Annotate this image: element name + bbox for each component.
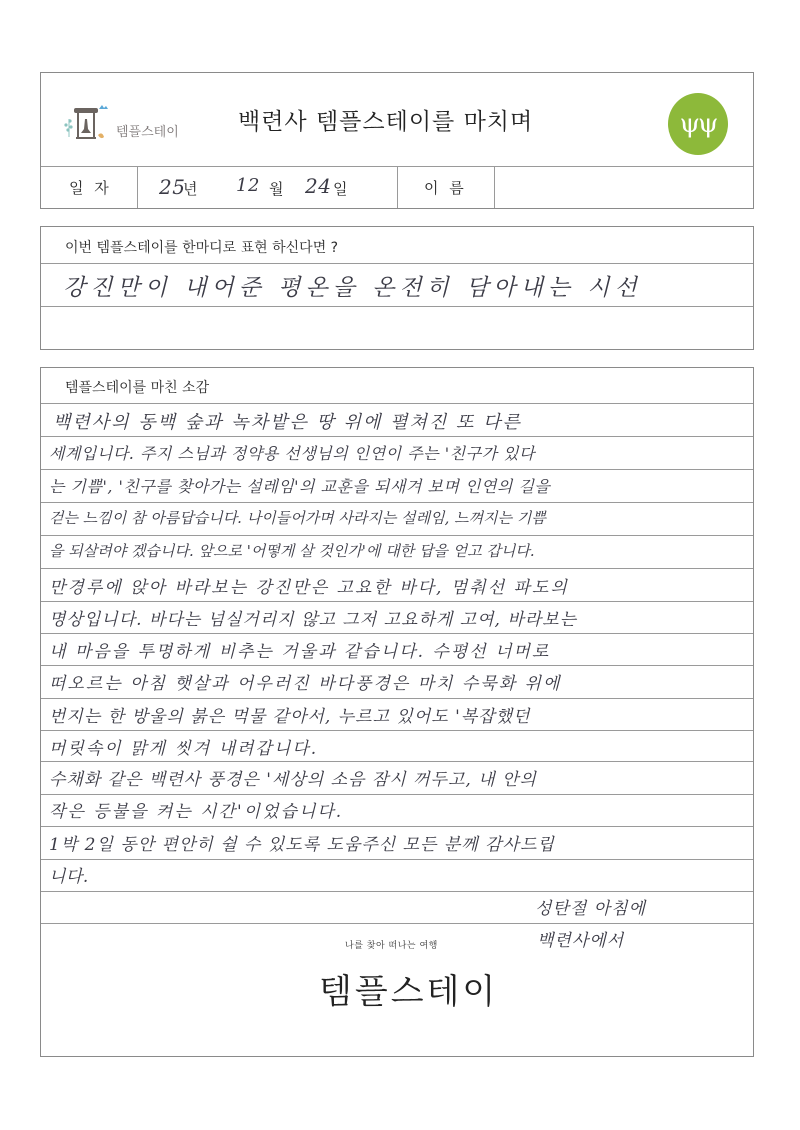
date-day-unit: 일 [333,180,348,198]
date-year: 25 [159,175,186,199]
date-month: 12 [236,175,260,196]
reflection-line: 걷는 느낌이 참 아름답습니다. 나이들어가며 사라지는 설레임, 느껴지는 기쁨 [49,509,546,527]
reflection-line: 내 마음을 투명하게 비추는 거울과 같습니다. 수평선 너머로 [49,642,551,662]
divider [494,166,495,208]
date-day: 24 [305,174,332,198]
one-word-box [40,226,754,350]
reflection-line: 명상입니다. 바다는 넘실거리지 않고 그저 고요하게 고여, 바라보는 [49,610,578,630]
reflection-line: 니다. [49,867,89,887]
templestay-logo [58,103,198,153]
one-word-extra-line[interactable] [41,307,753,349]
date-field[interactable] [139,167,395,209]
page-title: 백련사 템플스테이를 마치며 [238,109,534,135]
date-label: 일 자 [69,179,112,197]
reflection-line: 번지는 한 방울의 붉은 먹물 같아서, 누르고 있어도 '복잡했던 [49,707,531,727]
temple-icon [58,103,114,149]
badge-icon [668,93,728,155]
reflection-line: 떠오르는 아침 햇살과 어우러진 바다풍경은 마치 수묵화 위에 [49,674,562,694]
reflection-line: 세계입니다. 주지 스님과 정약용 선생님의 인연이 주는 '친구가 있다 [49,444,535,463]
reflection-line: 수채화 같은 백련사 풍경은 '세상의 소음 잠시 꺼두고, 내 안의 [49,770,537,790]
badge-glyph: ψψ [679,109,717,139]
date-year-unit: 년 [183,180,198,198]
one-word-question: 이번 템플스테이를 한마디로 표현 하신다면 ? [65,240,339,256]
signature-line-2: 백련사에서 [537,931,625,951]
signature-line-1: 성탄절 아침에 [535,899,646,919]
date-month-unit: 월 [269,180,284,198]
reflection-line: 백련사의 동백 숲과 녹차밭은 땅 위에 펼쳐진 또 다른 [53,412,522,433]
reflection-line: 작은 등불을 켜는 시간'이었습니다. [49,802,344,822]
footer-logo [291,936,499,1036]
divider [137,166,138,208]
name-field[interactable] [496,167,753,209]
divider [41,263,753,264]
reflection-line: 1박 2일 동안 편안히 쉴 수 있도록 도움주신 모든 분께 감사드립 [49,835,555,855]
reflection-box [40,367,754,1057]
reflection-line: 는 기쁨', '친구를 찾아가는 설레임'의 교훈을 되새겨 보며 인연의 길을 [49,477,551,496]
footer-tagline: 나를 찾아 떠나는 여행 [345,941,438,951]
one-word-answer[interactable]: 강진만이 내어준 평온을 온전히 담아내는 시선 [63,275,642,301]
logo-text: 템플스테이 [116,125,179,140]
name-label: 이 름 [424,179,467,197]
reflection-line: 을 되살려야 겠습니다. 앞으로 '어떻게 살 것인가'에 대한 답을 얻고 갑니다. [49,542,535,560]
reflection-line: 머릿속이 맑게 씻겨 내려갑니다. [49,739,319,759]
divider [397,166,398,208]
footer-brand: 템플스테이 [319,972,499,1012]
header-box [40,72,754,209]
reflection-heading: 템플스테이를 마친 소감 [65,380,210,396]
reflection-line: 만경루에 앉아 바라보는 강진만은 고요한 바다, 멈춰선 파도의 [49,578,569,598]
